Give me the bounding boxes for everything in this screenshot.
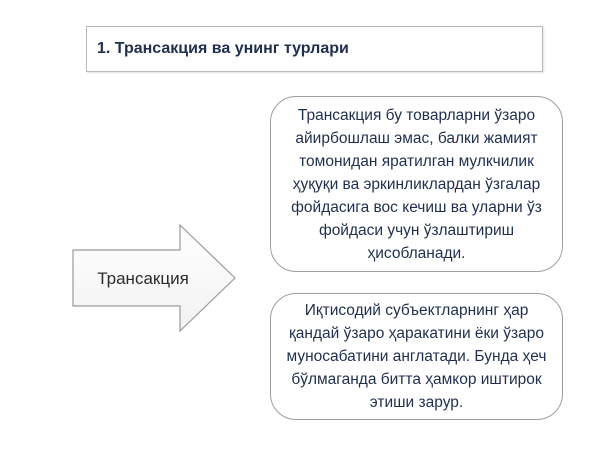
slide-title: 1. Трансакция ва унинг турлари bbox=[97, 40, 349, 57]
definition-text-2: Иқтисодий субъектларнинг ҳар қандай ўзаро ҳаракатини ёки ўзаро муносабатини англатади. Бунда ҳеч бўлмаганда битта ҳамкор иштирок этиши зарур. bbox=[286, 302, 547, 411]
definition-box-1 bbox=[270, 96, 563, 272]
definition-box-2 bbox=[270, 293, 563, 420]
arrow-label: Трансакция bbox=[97, 269, 189, 288]
definition-text-1: Трансакция бу товарларни ўзаро айирбошлаш эмас, балки жамият томонидан яратилган мулкчилик ҳуқуқи ва эркинликлардан ўзгалар фойдасига вос кечиш ва уларни ўз фойдаси учун ўзлаштириш ҳисобланади. bbox=[291, 106, 542, 262]
